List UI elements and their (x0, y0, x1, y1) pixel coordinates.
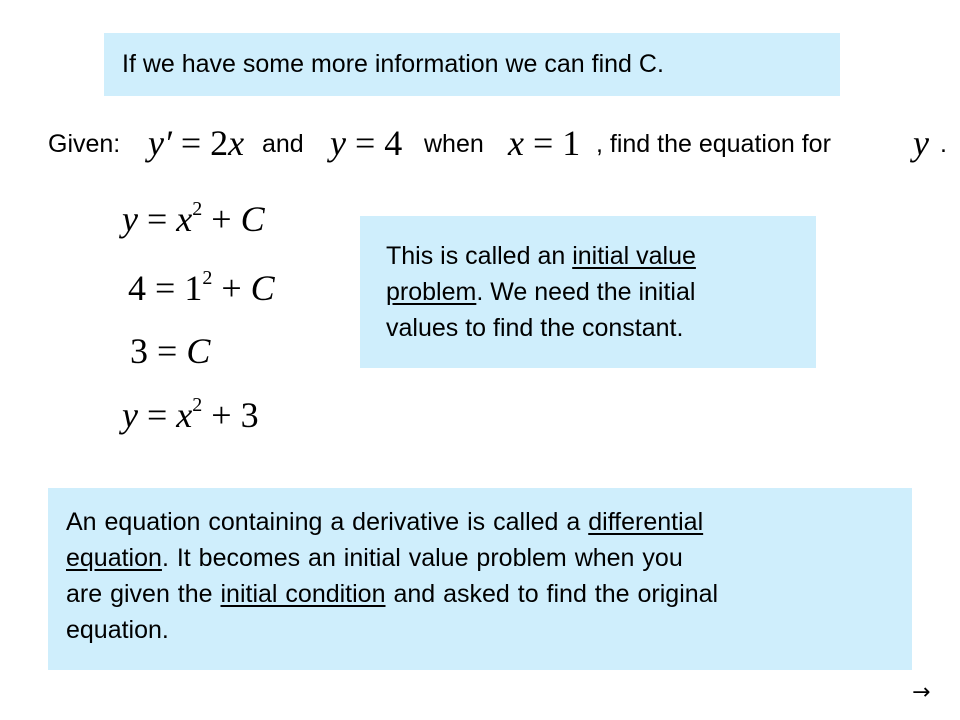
definition-box (48, 488, 912, 670)
given-target-variable: y (913, 123, 929, 163)
ivp-note-box (360, 216, 816, 368)
given-equation-derivative: y′ = 2x (148, 123, 245, 163)
step-3: 3 = C (130, 331, 211, 371)
given-equation-y: y = 4 (330, 123, 403, 163)
given-tail: , find the equation for (596, 130, 831, 158)
step-2: $4 = 1^2 + C$ (128, 267, 275, 308)
given-and: and (262, 130, 304, 158)
title-box (104, 33, 840, 96)
term-initial-value: initial value (572, 242, 696, 270)
step-1: $y = x^2 + C$ (122, 198, 265, 239)
given-equation-x: x = 1 (508, 123, 581, 163)
term-initial-condition: initial condition (220, 580, 386, 608)
ivp-note-text: This is called an initial value problem. We need the initial values to find the constant. (386, 242, 696, 342)
given-when: when (424, 130, 484, 158)
definition-text: An equation containing a derivative is called a differential equation. It becomes an initial value problem when you are given the initial condition and asked to find the original equation. (66, 508, 719, 644)
step-4: $y = x^2 + 3$ (122, 394, 259, 435)
next-arrow-icon[interactable]: → (912, 680, 931, 705)
term-problem: problem (386, 278, 477, 306)
term-differential: differential (588, 508, 704, 536)
given-period: . (940, 130, 947, 158)
slide-title: If we have some more information we can find C. (122, 50, 664, 78)
given-label: Given: (48, 130, 121, 158)
term-equation: equation (66, 544, 162, 572)
